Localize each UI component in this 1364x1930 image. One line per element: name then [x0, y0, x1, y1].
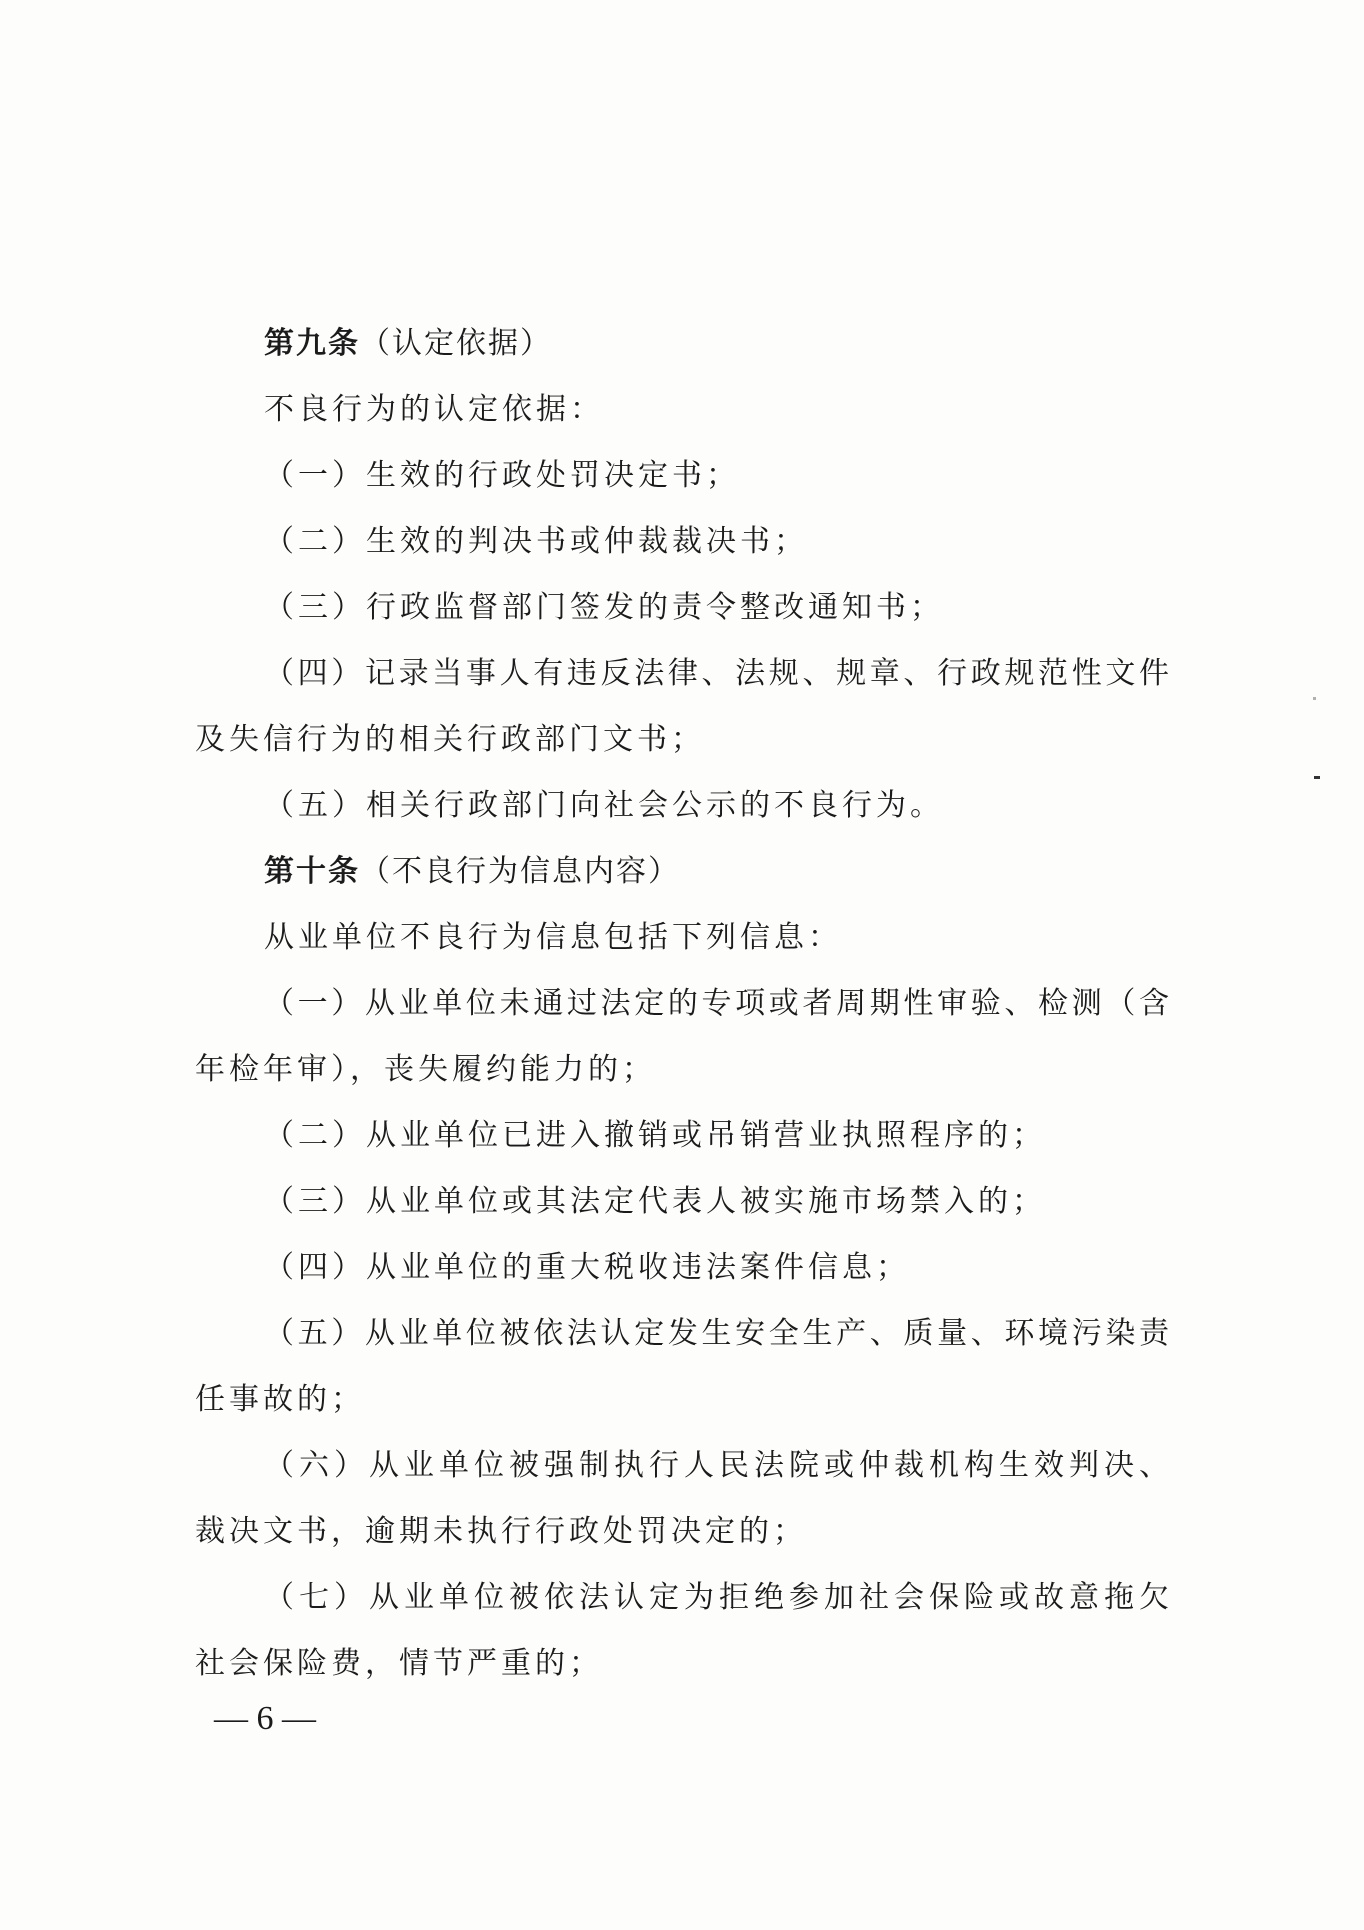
- article-10-heading: [264, 839, 680, 905]
- article-10-item-5-line-1: （五）从业单位被依法认定发生安全生产、质量、环境污染责: [264, 1316, 1169, 1351]
- article-9-item-4-line-2: 及失信行为的相关行政部门文书；: [195, 722, 705, 757]
- scan-speck: [1313, 697, 1316, 700]
- article-10-item-2: （二）从业单位已进入撤销或吊销营业执照程序的；: [264, 1118, 1046, 1153]
- article-10-title: （不良行为信息内容）: [360, 854, 680, 889]
- article-10-item-1-line-1: （一）从业单位未通过法定的专项或者周期性审验、检测（含: [264, 986, 1169, 1021]
- article-9-title: （认定依据）: [360, 326, 552, 361]
- article-9-number: 第九条: [264, 326, 360, 361]
- article-10-intro: 从业单位不良行为信息包括下列信息：: [264, 920, 842, 955]
- article-10-item-5-line-2: 任事故的；: [195, 1382, 365, 1417]
- article-9-heading: [264, 311, 552, 377]
- article-9-intro: 不良行为的认定依据：: [264, 392, 604, 427]
- article-9-item-4-line-1: （四）记录当事人有违反法律、法规、规章、行政规范性文件: [264, 656, 1169, 691]
- article-9-item-3: （三）行政监督部门签发的责令整改通知书；: [264, 590, 944, 625]
- article-10-item-4: （四）从业单位的重大税收违法案件信息；: [264, 1250, 910, 1285]
- article-10-item-3: （三）从业单位或其法定代表人被实施市场禁入的；: [264, 1184, 1046, 1219]
- article-10-item-6-line-2: 裁决文书，逾期未执行行政处罚决定的；: [195, 1514, 807, 1549]
- article-9-item-1: （一）生效的行政处罚决定书；: [264, 458, 740, 493]
- scan-speck: [1314, 776, 1320, 779]
- page-number: — 6 —: [214, 1700, 316, 1737]
- article-9-item-2: （二）生效的判决书或仲裁裁决书；: [264, 524, 808, 559]
- article-10-item-7-line-2: 社会保险费，情节严重的；: [195, 1646, 603, 1681]
- article-10-item-6-line-1: （六）从业单位被强制执行人民法院或仲裁机构生效判决、: [264, 1448, 1169, 1483]
- article-10-item-1-line-2: 年检年审），丧失履约能力的；: [195, 1052, 656, 1087]
- article-10-item-7-line-1: （七）从业单位被依法认定为拒绝参加社会保险或故意拖欠: [264, 1580, 1169, 1615]
- article-10-number: 第十条: [264, 854, 360, 889]
- article-9-item-5: （五）相关行政部门向社会公示的不良行为。: [264, 788, 944, 823]
